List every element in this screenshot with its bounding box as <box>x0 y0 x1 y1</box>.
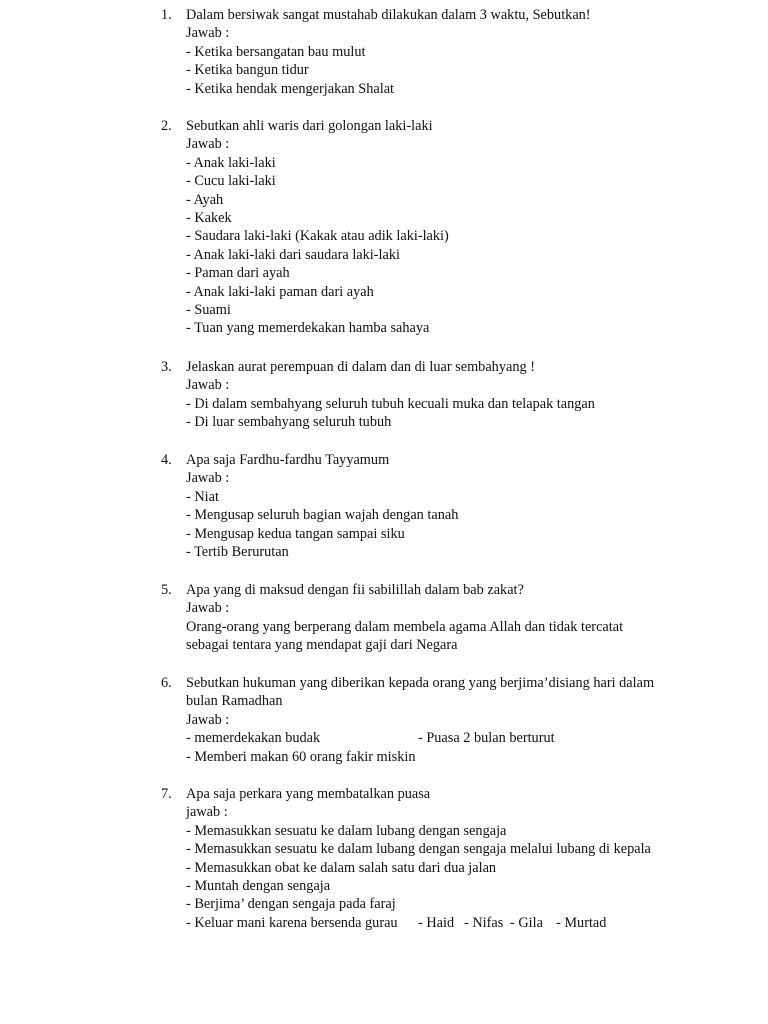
answer-line: - Di dalam sembahyang seluruh tubuh kecuali muka dan telapak tangan <box>186 395 595 412</box>
question-text: Apa yang di maksud dengan fii sabilillah dalam bab zakat? <box>186 582 524 598</box>
answer-line: - Suami <box>186 301 231 318</box>
answer-line: sebagai tentara yang mendapat gaji dari Negara <box>186 637 458 654</box>
answer-label: Jawab : <box>186 377 230 394</box>
answer-label: Jawab : <box>186 136 230 153</box>
answer-line: - Ketika hendak mengerjakan Shalat <box>186 80 395 97</box>
answer-label: Jawab : <box>186 25 230 42</box>
answer-line: Orang-orang yang berperang dalam membela agama Allah dan tidak tercatat <box>186 618 624 635</box>
answer-label: Jawab : <box>186 711 230 728</box>
answer-item: - memerdekakan budak <box>186 730 321 747</box>
answer-line: - Memasukkan obat ke dalam salah satu dari dua jalan <box>186 859 497 876</box>
answer-line: - Memasukkan sesuatu ke dalam lubang dengan sengaja melalui lubang di kepala <box>186 841 651 858</box>
answer-line: - Tertib Berurutan <box>186 543 289 560</box>
answer-item: - Puasa 2 bulan berturut <box>418 730 555 747</box>
question-text: Apa saja perkara yang membatalkan puasa <box>186 786 431 802</box>
answer-item: - Keluar mani karena bersenda gurau <box>186 914 398 931</box>
answer-label: Jawab : <box>186 470 230 487</box>
answer-line: - Niat <box>186 488 219 505</box>
answer-line: - Muntah dengan sengaja <box>186 877 331 894</box>
question-text: Dalam bersiwak sangat mustahab dilakukan dalam 3 waktu, Sebutkan! <box>186 7 591 23</box>
answer-line: - Ayah <box>186 191 224 208</box>
answer-label: Jawab : <box>186 600 230 617</box>
answer-line: - Ketika bersangatan bau mulut <box>186 43 366 60</box>
question-number: 2. <box>161 118 172 134</box>
answer-line: - Anak laki-laki <box>186 154 276 171</box>
answer-line: - Tuan yang memerdekakan hamba sahaya <box>186 320 430 337</box>
question-text: Apa saja Fardhu-fardhu Tayyamum <box>186 452 390 468</box>
question-number: 1. <box>161 7 172 23</box>
answer-item: - Nifas <box>464 914 504 931</box>
question-text: Jelaskan aurat perempuan di dalam dan di luar sembahyang ! <box>186 359 535 375</box>
answer-line: - Anak laki-laki paman dari ayah <box>186 283 374 300</box>
answer-line: - Saudara laki-laki (Kakak atau adik laki-laki) <box>186 228 449 245</box>
answer-line: - Berjima’ dengan sengaja pada faraj <box>186 896 396 913</box>
answer-line: - Ketika bangun tidur <box>186 62 309 79</box>
answer-label: jawab : <box>186 804 228 821</box>
question-text: Sebutkan hukuman yang diberikan kepada orang yang berjima’disiang hari dalam bulan Ramadhan <box>186 675 655 710</box>
answer-row <box>186 729 686 747</box>
answer-line: - Memberi makan 60 orang fakir miskin <box>186 748 416 765</box>
question-body <box>186 785 686 932</box>
answer-row <box>186 914 686 932</box>
question-body <box>186 117 686 338</box>
answer-line: - Kakek <box>186 209 232 226</box>
answer-line: - Memasukkan sesuatu ke dalam lubang dengan sengaja <box>186 822 507 839</box>
answer-line: - Mengusap seluruh bagian wajah dengan tanah <box>186 507 459 524</box>
question-body <box>186 451 686 561</box>
answer-line: - Paman dari ayah <box>186 265 290 282</box>
question-number: 4. <box>161 452 172 468</box>
question-body <box>186 6 686 98</box>
answer-item: - Haid <box>418 914 455 931</box>
answer-item: - Murtad <box>556 914 607 931</box>
question-number: 6. <box>161 675 172 691</box>
question-body <box>186 358 686 432</box>
answer-line: - Di luar sembahyang seluruh tubuh <box>186 414 392 431</box>
question-number: 3. <box>161 359 172 375</box>
question-text: Sebutkan ahli waris dari golongan laki-laki <box>186 118 433 134</box>
question-body <box>186 674 686 766</box>
question-body <box>186 581 686 655</box>
answer-line: - Anak laki-laki dari saudara laki-laki <box>186 246 400 263</box>
question-number: 7. <box>161 786 172 802</box>
answer-line: - Cucu laki-laki <box>186 173 276 190</box>
answer-line: - Mengusap kedua tangan sampai siku <box>186 525 405 542</box>
answer-item: - Gila <box>510 914 543 931</box>
question-number: 5. <box>161 582 172 598</box>
